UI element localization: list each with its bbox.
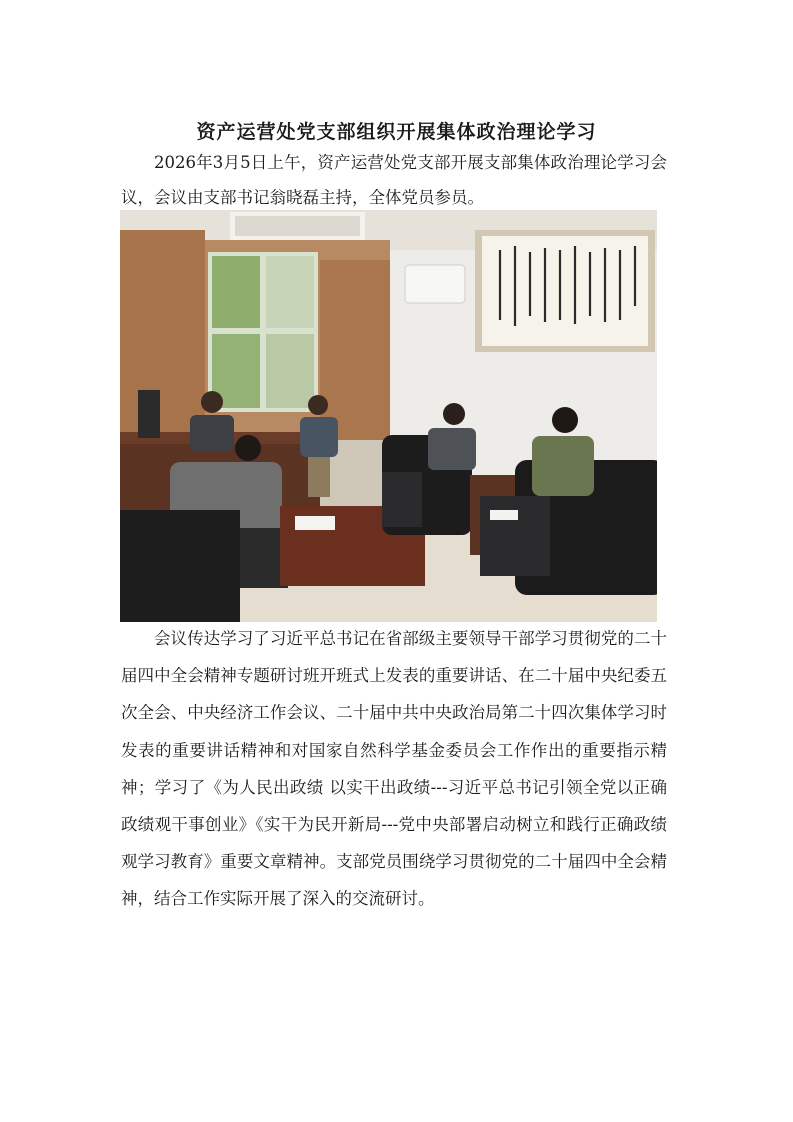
intro-paragraph: 2026年3月5日上午，资产运营处党支部开展支部集体政治理论学习会议，会议由支部书记翁晓磊主持，全体党员参员。 [121,153,667,207]
body-paragraph: 会议传达学习了习近平总书记在省部级主要领导干部学习贯彻党的二十届四中全会精神专题研讨班开班式上发表的重要讲话、在二十届中央纪委五次全会、中央经济工作会议、二十届中共中央政治局第二十四次集体学习时发表的重要讲话精神和对国家自然科学基金委员会工作作出的重要指示精神；学习了《为人民出政绩 以实干出政绩---习近平总书记引领全党以正确政绩观干事创业》《实干为民开新局---党中央部署启动树立和践行正确政绩观学习教育》重要文章精神。支部党员围绕学习贯彻党的二十届四中全会精神，结合工作实际开展了深入的交流研讨。 [121,629,667,909]
document-title: 资产运营处党支部组织开展集体政治理论学习 [196,120,597,143]
meeting-photo [120,210,657,622]
